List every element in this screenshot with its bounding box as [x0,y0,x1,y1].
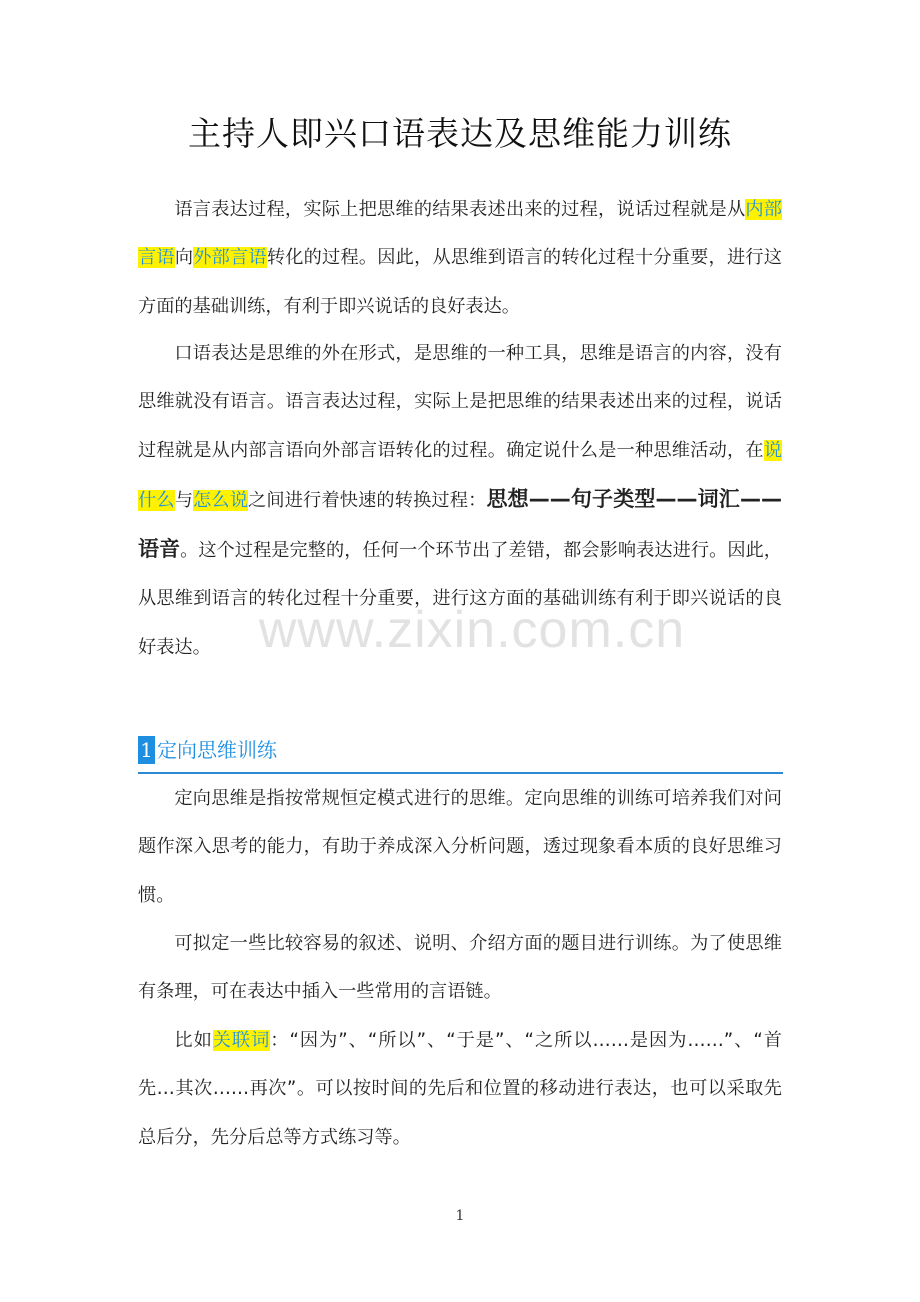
p1-text-3: 转化的过程。因此，从思维到语言的转化过程十分重要，进行这方面的基础训练，有利于即兴说话的良好表达。 [138,247,782,317]
p5-text-2: ：“因为”、“所以”、“于是”、“之所以……是因为……”、“首先…其次……再次”。可以按时间的先后和位置的移动进行表达，也可以采取先总后分，先分后总等方式练习等。 [138,1030,782,1148]
watermark: www.zixin.com.cn [258,601,686,659]
document-title: 主持人即兴口语表达及思维能力训练 [188,114,732,153]
section-heading [138,732,783,774]
highlight-inner-speech: 内部言语 [138,199,782,269]
page-number: 1 [455,1208,465,1224]
connectives-paragraph [138,1017,782,1162]
highlight-outer-speech: 外部言语 [193,247,267,269]
exercise-paragraph: 可拟定一些比较容易的叙述、说明、介绍方面的题目进行训练。为了使思维有条理，可在表达中插入一些常用的言语链。 [138,933,782,1003]
highlight-how-to-say: 怎么说 [193,489,249,511]
p2-text-3: 之间进行着快速的转换过程： [248,489,487,511]
intro-paragraph [138,186,782,331]
p2-text-4: 。这个过程是完整的，任何一个环节出了差错，都会影响表达进行。因此，从思维到语言的转化过程十分重要，进行这方面的基础训练有利于即兴说话的良好表达。 [138,540,782,658]
highlight-what-to-say: 说什么 [138,439,782,511]
p2-text-2: 与 [174,489,194,511]
p5-text-1: 比如 [174,1030,213,1051]
section-number-badge: 1 [138,736,155,764]
section-title: 定向思维训练 [157,738,277,762]
expression-paragraph [138,330,782,672]
process-chain-bold: 思想——句子类型——词汇——语音 [138,486,782,562]
p2-text-1: 口语表达是思维的外在形式，是思维的一种工具，思维是语言的内容，没有思维就没有语言。语言表达过程，实际上是把思维的结果表述出来的过程，说话过程就是从内部言语向外部言语转化的过程。确定说什么是一种思维活动，在 [138,343,782,461]
p1-text-1: 语言表达过程，实际上把思维的结果表述出来的过程，说话过程就是从 [174,199,746,220]
highlight-connectives: 关联词 [212,1030,271,1051]
directed-thinking-paragraph: 定向思维是指按常规恒定模式进行的思维。定向思维的训练可培养我们对问题作深入思考的能力，有助于养成深入分析问题，透过现象看本质的良好思维习惯。 [138,788,782,906]
p1-text-2: 向 [174,247,194,269]
